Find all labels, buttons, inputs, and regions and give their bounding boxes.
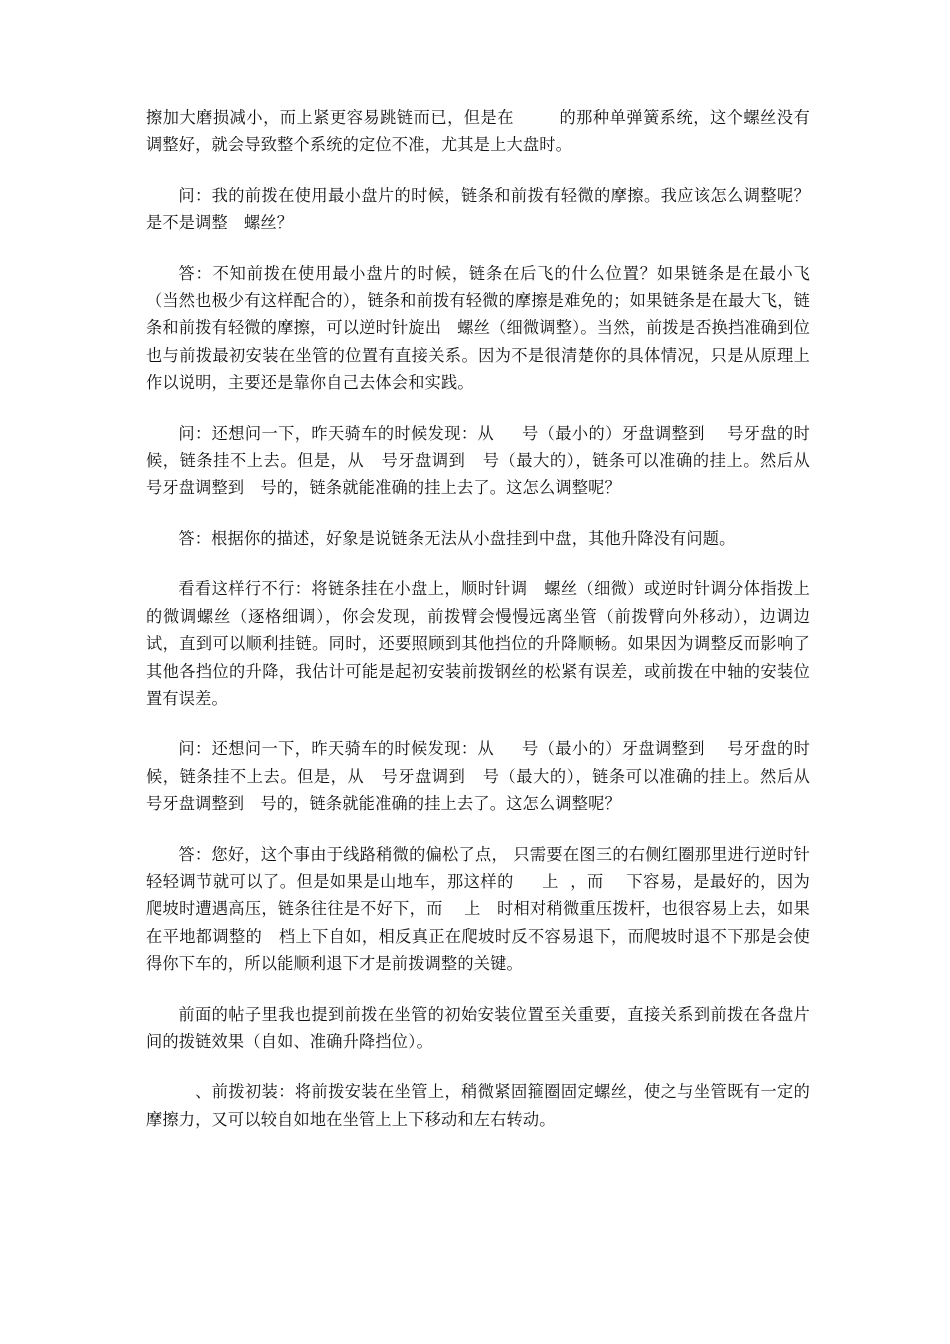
paragraph-continuation: 擦加大磨损减小，而上紧更容易跳链而已，但是在 的那种单弹簧系统，这个螺丝没有调整好，就会导致整个系统的定位不准，尤其是上大盘时。 (146, 108, 810, 155)
paragraph-installation-note: 前面的帖子里我也提到前拨在坐管的初始安装位置至关重要，直接关系到前拨在各盘片间的拨链效果（自如、准确升降挡位）。 (146, 1004, 810, 1051)
paragraph-answer-3: 答：您好，这个事由于线路稍微的偏松了点， 只需要在图三的右侧红圈那里进行逆时针轻轻调节就可以了。但是如果是山地车，那这样的 上 ，而 下容易，是最好的，因为爬坡时遭遇高压，链条往往是不好下，而 上 时相对稍微重压拨杆，也很容易上去，如果在平地都调整的 档上下自如，相反真正在爬坡时反不容易退下，而爬坡时退不下那是会使得你下车的，所以能顺利退下才是前拨调整的关键。 (146, 844, 810, 974)
paragraph-question-2: 问：还想问一下，昨天骑车的时候发现：从 号（最小的）牙盘调整到 号牙盘的时候，链条挂不上去。但是，从 号牙盘调到 号（最大的），链条可以准确的挂上。然后从 号牙盘调整到 号的，链条就能准确的挂上去了。这怎么调整呢？ (146, 423, 827, 498)
paragraph-answer-2: 答：根据你的描述，好象是说链条无法从小盘挂到中盘，其他升降没有问题。 (178, 528, 736, 548)
document-body (146, 104, 827, 1156)
paragraph-question-3: 问：还想问一下，昨天骑车的时候发现：从 号（最小的）牙盘调整到 号牙盘的时候，链条挂不上去。但是，从 号牙盘调到 号（最大的），链条可以准确的挂上。然后从 号牙盘调整到 号的，链条就能准确的挂上去了。这怎么调整呢？ (146, 739, 827, 814)
paragraph-adjustment-advice: 看看这样行不行：将链条挂在小盘上，顺时针调 螺丝（细微）或逆时针调分体指拨上的微调螺丝（逐格细调），你会发现，前拨臂会慢慢远离坐管（前拨臂向外移动），边调边试，直到可以顺利挂链。同时，还要照顾到其他挡位的升降顺畅。如果因为调整反而影响了其他各挡位的升降，我估计可能是起初安装前拨钢丝的松紧有误差，或前拨在中轴的安装位置有误差。 (146, 579, 810, 708)
paragraph-initial-install-step: 、前拨初装：将前拨安装在坐管上，稍微紧固箍圈固定螺丝，使之与坐管既有一定的摩擦力，又可以较自如地在坐管上上下移动和左右转动。 (146, 1082, 810, 1129)
paragraph-question-1: 问：我的前拨在使用最小盘片的时候，链条和前拨有轻微的摩擦。我应该怎么调整呢？是不是调整 螺丝？ (146, 185, 810, 233)
paragraph-answer-1: 答：不知前拨在使用最小盘片的时候，链条在后飞的什么位置？如果链条是在最小飞（当然也极少有这样配合的），链条和前拨有轻微的摩擦是难免的；如果链条是在最大飞，链条和前拨有轻微的摩擦，可以逆时针旋出 螺丝（细微调整）。当然，前拨是否换挡准确到位也与前拨最初安装在坐管的位置有直接关系。因为不是很清楚你的具体情况，只是从原理上作以说明，主要还是靠你自己去体会和实践。 (146, 263, 810, 393)
